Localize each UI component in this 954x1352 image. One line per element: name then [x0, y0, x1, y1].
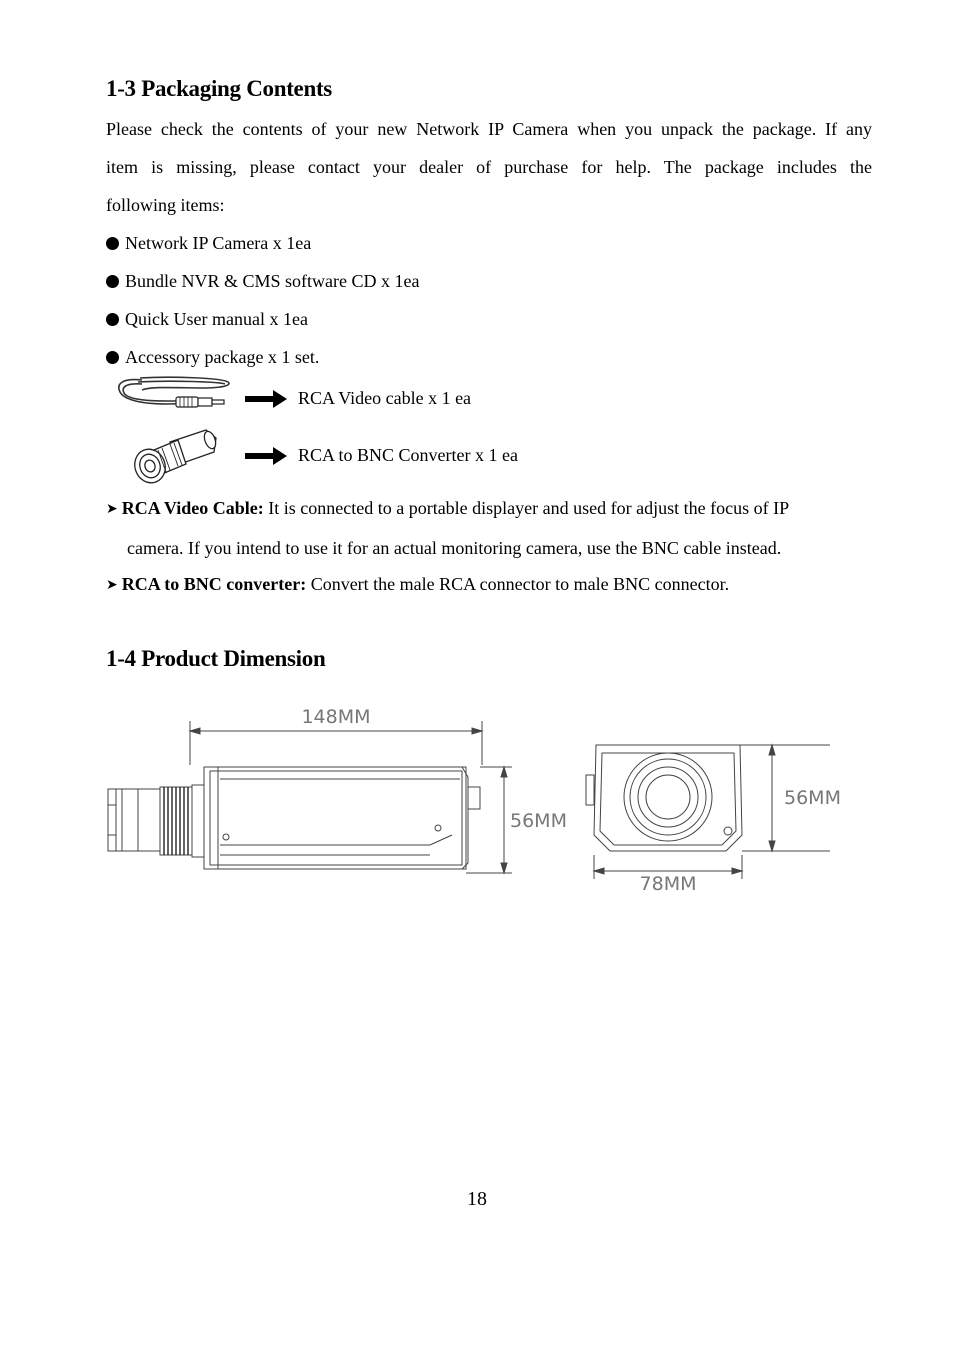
bnc-converter-icon — [130, 424, 220, 486]
list-item — [106, 269, 419, 293]
list-item — [106, 345, 319, 369]
dimension-length-label: 148MM — [301, 706, 371, 728]
bullet-icon — [106, 313, 119, 326]
bullet-icon — [106, 275, 119, 288]
arrow-right-icon — [245, 446, 287, 466]
note-rca-bnc-converter — [106, 565, 886, 605]
intro-paragraph — [106, 110, 872, 224]
list-item — [106, 231, 311, 255]
arrow-bullet-icon: ➤ — [106, 502, 118, 517]
dimension-side-height-label: 56MM — [510, 810, 567, 832]
list-item-label: Network IP Camera x 1ea — [125, 233, 312, 253]
list-item-label: Bundle NVR & CMS software CD x 1ea — [125, 271, 420, 291]
intro-line-3: following items: — [106, 195, 225, 215]
note-text: Convert the male RCA connector to male BNC connector. — [306, 574, 730, 594]
note-text: It is connected to a portable displayer and used for adjust the focus of IP — [263, 498, 790, 518]
intro-line-2: item is missing, please contact your dealer of purchase for help. The package includes the — [106, 157, 872, 177]
note-rca-video-cable — [106, 489, 886, 567]
dimension-width-label: 78MM — [639, 873, 697, 895]
list-item-label: Accessory package x 1 set. — [125, 347, 320, 367]
list-item — [106, 307, 308, 331]
rca-cable-icon — [112, 372, 234, 420]
arrow-right-icon — [245, 389, 287, 409]
arrow-bullet-icon: ➤ — [106, 578, 118, 593]
intro-line-1: Please check the contents of your new Network IP Camera when you unpack the package. If any — [106, 119, 872, 139]
bullet-icon — [106, 351, 119, 364]
note-continuation: camera. If you intend to use it for an actual monitoring camera, use the BNC cable instead. — [127, 538, 782, 558]
bullet-icon — [106, 237, 119, 250]
page-number: 18 — [467, 1188, 487, 1210]
list-item-label: Quick User manual x 1ea — [125, 309, 308, 329]
accessory-label-bnc-converter: RCA to BNC Converter x 1 ea — [298, 445, 518, 465]
note-term: RCA to BNC converter: — [121, 574, 307, 594]
dimension-front-height-label: 56MM — [784, 787, 841, 809]
section-heading-packaging: 1-3 Packaging Contents — [106, 76, 332, 101]
product-dimension-drawing — [100, 695, 860, 905]
note-term: RCA Video Cable: — [121, 498, 264, 518]
section-heading-dimension: 1-4 Product Dimension — [106, 646, 326, 671]
accessory-label-rca-cable: RCA Video cable x 1 ea — [298, 388, 472, 408]
